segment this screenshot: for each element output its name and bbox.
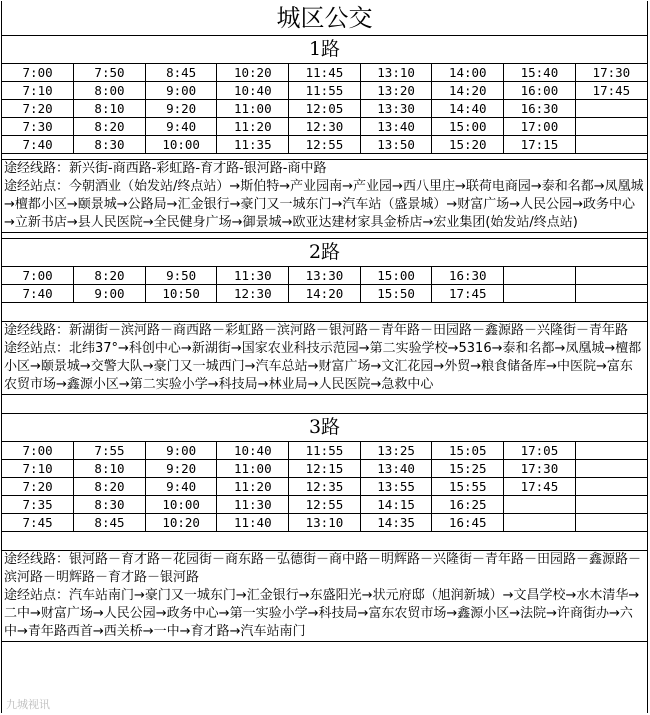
departure-time-cell: 10:50 <box>145 285 217 303</box>
timetable <box>2 267 647 303</box>
routes-container <box>2 36 647 642</box>
departure-time-cell: 9:00 <box>74 285 146 303</box>
departure-time-cell <box>575 478 647 496</box>
timetable-row <box>2 118 647 136</box>
departure-time-cell: 11:40 <box>217 514 289 532</box>
timetable-sheet <box>1 1 648 713</box>
departure-time-cell: 13:30 <box>289 267 361 285</box>
departure-time-cell: 14:35 <box>360 514 432 532</box>
timetable <box>2 442 647 532</box>
departure-time-cell: 11:30 <box>217 496 289 514</box>
departure-time-cell <box>504 514 576 532</box>
departure-time-cell: 10:40 <box>217 442 289 460</box>
departure-time-cell: 12:30 <box>217 285 289 303</box>
route-title: 2路 <box>2 239 647 267</box>
watermark: 九城视讯 <box>6 698 50 711</box>
departure-time-cell: 17:05 <box>504 442 576 460</box>
timetable-row <box>2 478 647 496</box>
departure-time-cell: 10:40 <box>217 82 289 100</box>
departure-time-cell: 17:30 <box>575 64 647 82</box>
departure-time-cell: 8:20 <box>74 478 146 496</box>
departure-time-cell: 9:00 <box>145 82 217 100</box>
departure-time-cell: 13:30 <box>360 100 432 118</box>
route-line-text: 途经线路：新兴街-商西路-彩虹路-育才路-银河路-商中路 <box>4 161 327 176</box>
departure-time-cell: 8:30 <box>74 136 146 154</box>
departure-time-cell <box>504 285 576 303</box>
route-line-text: 途经线路：银河路－育才路－花园街－商东路－弘德街－商中路－明辉路－兴隆街－青年路－田园路－鑫源路－滨河路－明辉路－育才路－银河路 <box>4 552 642 585</box>
departure-time-cell <box>575 267 647 285</box>
departure-time-cell: 16:30 <box>504 100 576 118</box>
departure-time-cell: 13:40 <box>360 460 432 478</box>
departure-time-cell: 15:00 <box>432 118 504 136</box>
route-title: 1路 <box>2 36 647 64</box>
departure-time-cell: 16:00 <box>504 82 576 100</box>
departure-time-cell: 12:55 <box>289 496 361 514</box>
route-description <box>2 322 647 395</box>
departure-time-cell: 15:05 <box>432 442 504 460</box>
departure-time-cell: 7:20 <box>2 478 74 496</box>
departure-time-cell <box>575 136 647 154</box>
departure-time-cell: 12:55 <box>289 136 361 154</box>
timetable-row <box>2 64 647 82</box>
departure-time-cell: 9:20 <box>145 460 217 478</box>
departure-time-cell: 7:40 <box>2 136 74 154</box>
departure-time-cell: 15:20 <box>432 136 504 154</box>
departure-time-cell: 7:10 <box>2 82 74 100</box>
spacer <box>2 532 647 551</box>
departure-time-cell: 17:45 <box>504 478 576 496</box>
departure-time-cell: 12:30 <box>289 118 361 136</box>
departure-time-cell: 9:40 <box>145 478 217 496</box>
departure-time-cell: 7:45 <box>2 514 74 532</box>
departure-time-cell <box>504 267 576 285</box>
departure-time-cell: 11:20 <box>217 478 289 496</box>
departure-time-cell: 15:55 <box>432 478 504 496</box>
departure-time-cell: 7:00 <box>2 267 74 285</box>
departure-time-cell: 9:20 <box>145 100 217 118</box>
departure-time-cell: 8:45 <box>74 514 146 532</box>
departure-time-cell: 11:20 <box>217 118 289 136</box>
departure-time-cell: 15:50 <box>360 285 432 303</box>
departure-time-cell: 11:30 <box>217 267 289 285</box>
departure-time-cell: 7:55 <box>74 442 146 460</box>
departure-time-cell: 15:40 <box>504 64 576 82</box>
departure-time-cell <box>575 514 647 532</box>
departure-time-cell: 9:00 <box>145 442 217 460</box>
departure-time-cell: 8:00 <box>74 82 146 100</box>
departure-time-cell: 17:30 <box>504 460 576 478</box>
route-title: 3路 <box>2 414 647 442</box>
departure-time-cell: 13:50 <box>360 136 432 154</box>
departure-time-cell: 8:20 <box>74 118 146 136</box>
departure-time-cell: 12:15 <box>289 460 361 478</box>
departure-time-cell: 8:10 <box>74 460 146 478</box>
departure-time-cell: 7:10 <box>2 460 74 478</box>
departure-time-cell: 13:10 <box>289 514 361 532</box>
departure-time-cell: 16:45 <box>432 514 504 532</box>
departure-time-cell: 13:55 <box>360 478 432 496</box>
timetable-row <box>2 267 647 285</box>
departure-time-cell: 17:00 <box>504 118 576 136</box>
departure-time-cell: 15:00 <box>360 267 432 285</box>
route-description <box>2 551 647 642</box>
departure-time-cell: 15:25 <box>432 460 504 478</box>
departure-time-cell: 7:35 <box>2 496 74 514</box>
departure-time-cell <box>575 100 647 118</box>
departure-time-cell <box>575 442 647 460</box>
departure-time-cell: 13:10 <box>360 64 432 82</box>
departure-time-cell: 14:15 <box>360 496 432 514</box>
departure-time-cell: 11:45 <box>289 64 361 82</box>
departure-time-cell: 13:20 <box>360 82 432 100</box>
departure-time-cell: 7:00 <box>2 442 74 460</box>
timetable-row <box>2 82 647 100</box>
departure-time-cell: 7:20 <box>2 100 74 118</box>
departure-time-cell: 10:20 <box>145 514 217 532</box>
departure-time-cell: 12:05 <box>289 100 361 118</box>
departure-time-cell: 8:20 <box>74 267 146 285</box>
departure-time-cell: 11:55 <box>289 82 361 100</box>
timetable <box>2 64 647 154</box>
departure-time-cell <box>575 496 647 514</box>
departure-time-cell: 8:45 <box>145 64 217 82</box>
departure-time-cell: 16:25 <box>432 496 504 514</box>
timetable-row <box>2 460 647 478</box>
departure-time-cell: 17:45 <box>575 82 647 100</box>
departure-time-cell: 10:00 <box>145 136 217 154</box>
departure-time-cell: 10:00 <box>145 496 217 514</box>
spacer <box>2 303 647 322</box>
departure-time-cell: 17:15 <box>504 136 576 154</box>
route-stops-text: 途经站点：北纬37°→科创中心→新湖街→国家农业科技示范园→第二实验学校→5316→泰和名都→凤凰城→檀都小区→颐景城→交警大队→豪门又一城西门→汽车总站→财富广场→文汇花园→外贸→粮食储备库→中医院→富东农贸市场→鑫源小区→第二实验小学→科技局→林业局→人民医院→急救中心 <box>4 341 642 392</box>
departure-time-cell: 10:20 <box>217 64 289 82</box>
departure-time-cell <box>575 460 647 478</box>
departure-time-cell: 8:30 <box>74 496 146 514</box>
departure-time-cell <box>575 285 647 303</box>
departure-time-cell: 14:40 <box>432 100 504 118</box>
departure-time-cell: 8:10 <box>74 100 146 118</box>
page-title: 城区公交 <box>2 1 647 36</box>
departure-time-cell: 9:40 <box>145 118 217 136</box>
timetable-row <box>2 136 647 154</box>
departure-time-cell: 14:20 <box>432 82 504 100</box>
departure-time-cell: 7:40 <box>2 285 74 303</box>
departure-time-cell <box>504 496 576 514</box>
timetable-row <box>2 514 647 532</box>
departure-time-cell: 7:00 <box>2 64 74 82</box>
departure-time-cell: 7:50 <box>74 64 146 82</box>
departure-time-cell: 14:20 <box>289 285 361 303</box>
departure-time-cell: 11:00 <box>217 460 289 478</box>
route-line-text: 途经线路：新湖街－滨河路－商西路－彩虹路－滨河路－银河路－青年路－田园路－鑫源路－兴隆街－青年路 <box>4 323 629 338</box>
timetable-row <box>2 100 647 118</box>
departure-time-cell: 11:35 <box>217 136 289 154</box>
departure-time-cell: 13:25 <box>360 442 432 460</box>
departure-time-cell <box>575 118 647 136</box>
route-stops-text: 途经站点：汽车站南门→豪门又一城东门→汇金银行→东盛阳光→状元府邸（旭润新城）→文昌学校→水木清华→二中→财富广场→人民公园→政务中心→第一实验小学→科技局→富东农贸市场→鑫源小区→法院→许商街办→六中→青年路西首→西关桥→一中→育才路→汽车站南门 <box>4 588 640 639</box>
departure-time-cell: 14:00 <box>432 64 504 82</box>
departure-time-cell: 7:30 <box>2 118 74 136</box>
departure-time-cell: 13:40 <box>360 118 432 136</box>
departure-time-cell: 11:55 <box>289 442 361 460</box>
spacer <box>2 395 647 414</box>
departure-time-cell: 11:00 <box>217 100 289 118</box>
timetable-row <box>2 496 647 514</box>
departure-time-cell: 17:45 <box>432 285 504 303</box>
departure-time-cell: 12:35 <box>289 478 361 496</box>
departure-time-cell: 16:30 <box>432 267 504 285</box>
departure-time-cell: 9:50 <box>145 267 217 285</box>
timetable-row <box>2 442 647 460</box>
route-description <box>2 160 647 233</box>
timetable-row <box>2 285 647 303</box>
route-stops-text: 途经站点：今朝酒业（始发站/终点站）→斯伯特→产业园南→产业园→西八里庄→联荷电商园→泰和名都→凤凰城→檀都小区→颐景城→公路局→汇金银行→豪门又一城东门→汽车站（盛景城）→财富广场→人民公园→政务中心→立新书店→县人民医院→全民健身广场→御景城→欧亚达建材家具金桥店→宏业集团(始发站/终点站) <box>4 179 644 230</box>
